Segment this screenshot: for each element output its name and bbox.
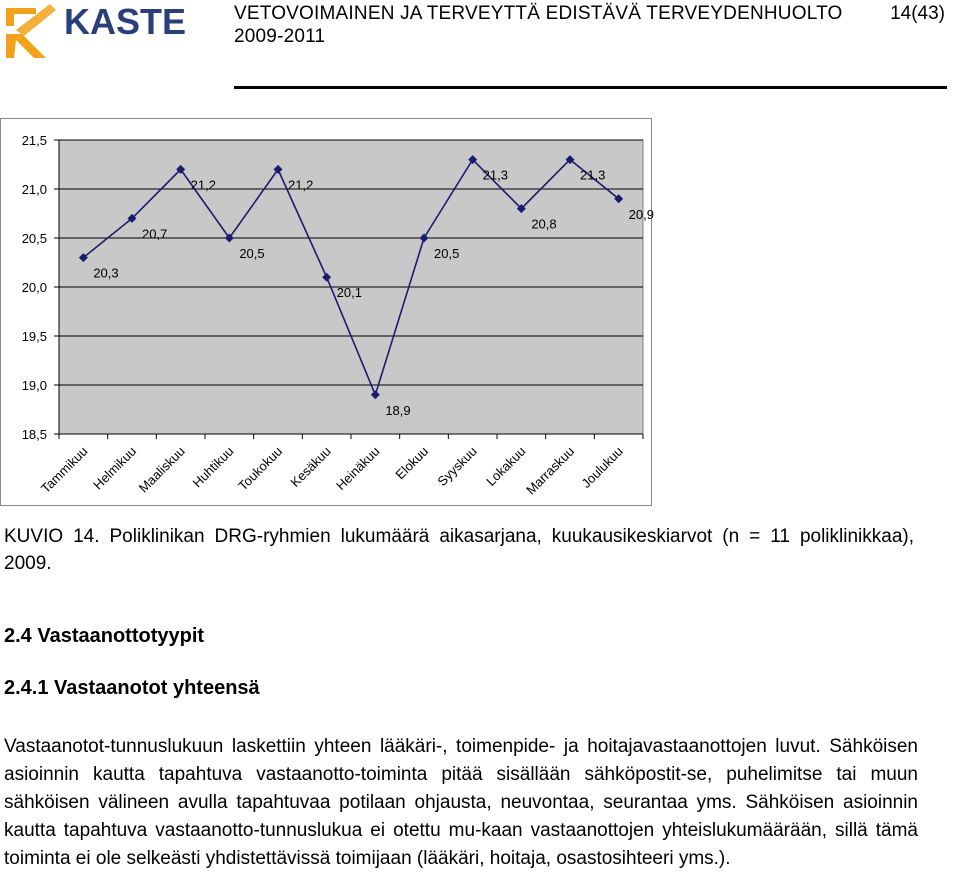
data-label: 20,3 bbox=[93, 265, 119, 281]
x-tick-label: Kesäkuu bbox=[287, 443, 334, 490]
x-tick-label: Marraskuu bbox=[523, 443, 578, 498]
x-tick-label: Syyskuu bbox=[434, 443, 480, 489]
x-tick-label: Tammikuu bbox=[37, 443, 91, 497]
x-tick-label: Joulukuu bbox=[578, 443, 626, 491]
page-number: 14(43) bbox=[890, 3, 945, 24]
logo-wordmark: KASTE bbox=[64, 1, 187, 42]
header-title: VETOVOIMAINEN JA TERVEYTTÄ EDISTÄVÄ TERVEYDENHUOLTO bbox=[234, 3, 843, 24]
y-tick-label: 21,5 bbox=[21, 133, 47, 148]
data-label: 21,3 bbox=[580, 167, 606, 183]
body-paragraph: Vastaanotot-tunnuslukuun laskettiin yhteen lääkäri-, toimenpide- ja hoitajavastaanottojen luvut. Sähköisen asioinnin kautta tapahtuva vastaanotto-toiminta pitää sisällään sähköpostit-se, puhelimitse tai muun sähköisen välineen avulla tapahtuvaa potilaan ohjausta, neuvontaa, seurantaa yms. Sähköisen asioinnin kautta tapahtuva vastaanotto-tunnuslukua ei otettu mu-kaan vastaanottojen yhteislukumäärään, sillä tämä toiminta ei ole selkeästi yhdistettävissä toimijaan (lääkäri, hoitaja, osastosihteeri yms.). bbox=[4, 736, 918, 869]
x-tick-label: Huhtikuu bbox=[189, 443, 237, 491]
subsection-heading: 2.4.1 Vastaanotot yhteensä bbox=[4, 677, 260, 699]
x-tick-label: Helmikuu bbox=[90, 443, 140, 493]
x-tick-label: Lokakuu bbox=[483, 443, 529, 489]
data-label: 20,9 bbox=[628, 206, 654, 222]
y-tick-label: 20,0 bbox=[21, 280, 47, 295]
data-label: 20,8 bbox=[531, 216, 557, 232]
header-years: 2009-2011 bbox=[234, 26, 326, 47]
x-tick-label: Toukokuu bbox=[235, 443, 286, 494]
data-label: 20,7 bbox=[142, 226, 168, 242]
x-tick-label: Heinäkuu bbox=[333, 443, 383, 493]
y-tick-label: 19,5 bbox=[21, 329, 47, 344]
y-tick-label: 19,0 bbox=[21, 378, 47, 393]
y-tick-label: 18,5 bbox=[21, 427, 47, 442]
data-label: 20,5 bbox=[239, 246, 265, 261]
data-label: 18,9 bbox=[385, 402, 411, 418]
y-tick-label: 21,0 bbox=[21, 182, 47, 197]
section-heading: 2.4 Vastaanottotyypit bbox=[4, 625, 205, 647]
x-tick-label: Maaliskuu bbox=[135, 443, 188, 496]
data-label: 20,1 bbox=[336, 285, 362, 301]
y-tick-label: 20,5 bbox=[21, 231, 47, 246]
data-label: 21,2 bbox=[190, 177, 216, 193]
data-label: 20,5 bbox=[434, 246, 460, 261]
data-label: 21,2 bbox=[288, 177, 314, 193]
x-tick-label: Elokuu bbox=[392, 443, 432, 483]
data-label: 21,3 bbox=[482, 167, 508, 183]
figure-caption: KUVIO 14. Poliklinikan DRG-ryhmien lukumäärä aikasarjana, kuukausikeskiarvot (n = 11 poliklinikkaa), 2009. bbox=[4, 526, 914, 574]
